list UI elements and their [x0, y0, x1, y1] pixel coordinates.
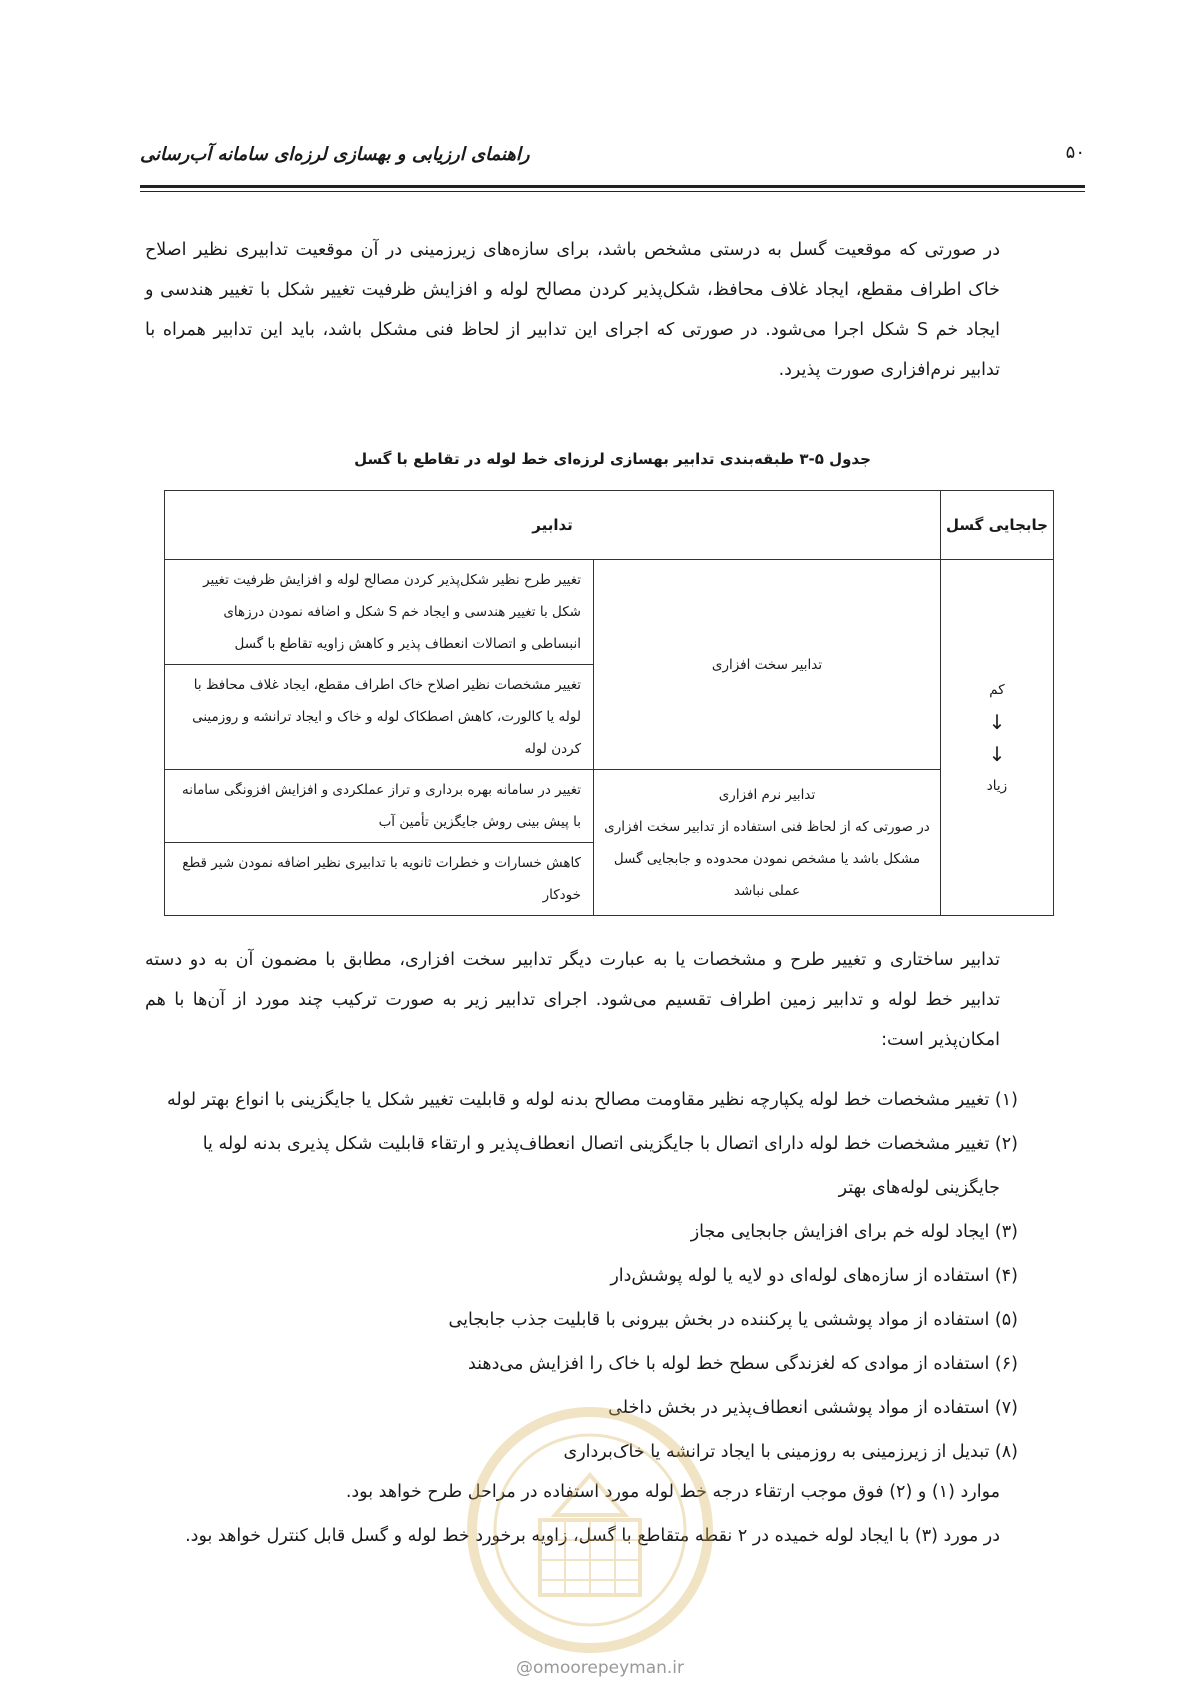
measure-secondary-damage: کاهش خسارات و خطرات ثانویه با تدابیری نظیر اضافه نمودن شیر قطع خودکار	[165, 843, 594, 916]
arrow-down-icon: ↓	[988, 741, 1006, 766]
page-number: ۵۰	[1065, 142, 1085, 163]
header-displacement: جابجایی گسل	[941, 491, 1054, 560]
closing-note: موارد (۱) و (۲) فوق موجب ارتقاء درجه خط لوله مورد استفاده در مراحل طرح خواهد بود.	[345, 1482, 1000, 1502]
header-measures: تدابیر	[165, 491, 941, 560]
header-rule-thick	[140, 185, 1085, 188]
list-item: (۱) تغییر مشخصات خط لوله یکپارچه نظیر مقاومت مصالح بدنه لوله و قابلیت تغییر شکل یا جایگزینی با انواع بهتر لوله	[167, 1090, 1018, 1110]
watermark-seal-icon	[455, 1400, 725, 1660]
measure-operation-change: تغییر در سامانه بهره برداری و تراز عملکردی و افزایش افزونگی سامانه با پیش بینی روش جایگزین تأمین آب	[165, 770, 594, 843]
hardware-category: تدابیر سخت افزاری	[594, 560, 941, 770]
page-header	[140, 140, 1085, 180]
list-item: (۶) استفاده از موادی که لغزندگی سطح خط لوله با خاک را افزایش می‌دهند	[467, 1354, 1018, 1374]
software-category	[594, 770, 941, 916]
software-note: در صورتی که از لحاظ فنی استفاده از تدابیر سخت افزاری مشکل باشد یا مشخص نمودن محدوده و جابجایی گسل عملی نباشد	[604, 818, 930, 899]
measure-design-change: تغییر طرح نظیر شکل‌پذیر کردن مصالح لوله و افزایش ظرفیت تغییر شکل با تغییر هندسی و ایجاد خم S شکل و اضافه نمودن درزهای انبساطی و اتصالات انعطاف پذیر و کاهش زاویه تقاطع با گسل	[165, 560, 594, 665]
software-label: تدابیر نرم افزاری	[718, 786, 816, 803]
running-title: راهنمای ارزیابی و بهسازی لرزه‌ای سامانه آب‌رسانی	[140, 144, 530, 165]
intro-paragraph: در صورتی که موقعیت گسل به درستی مشخص باشد، برای سازه‌های زیرزمینی در آن موقعیت تدابیری نظیر اصلاح خاک اطراف مقطع، ایجاد غلاف محافظ، شکل‌پذیر کردن مصالح لوله و افزایش ظرفیت تغییر شکل با تغییر هندسی و ایجاد خم S شکل اجرا می‌شود. در صورتی که اجرای این تدابیر از لحاظ فنی مشکل باشد، باید این تدابیر همراه با تدابیر نرم‌افزاری صورت پذیرد.	[145, 240, 1000, 380]
list-item: (۵) استفاده از مواد پوششی یا پرکننده در بخش بیرونی با قابلیت جذب جابجایی	[448, 1310, 1018, 1330]
table-caption: جدول ۵-۳ طبقه‌بندی تدابیر بهسازی لرزه‌ای خط لوله در تقاطع با گسل	[354, 450, 871, 468]
displacement-scale	[941, 560, 1054, 916]
list-item: (۲) تغییر مشخصات خط لوله دارای اتصال با جایگزینی اتصال انعطاف‌پذیر و ارتقاء قابلیت شکل پذیری بدنه لوله یا	[202, 1134, 1018, 1154]
measure-spec-change: تغییر مشخصات نظیر اصلاح خاک اطراف مقطع، ایجاد غلاف محافظ با لوله یا کالورت، کاهش اصطکاک لوله و خاک و ایجاد ترانشه و روزمینی کردن لوله	[165, 665, 594, 770]
list-item: (۳) ایجاد لوله خم برای افزایش جابجایی مجاز	[690, 1222, 1018, 1242]
watermark-text: @omoorepeyman.ir	[515, 1658, 685, 1678]
list-item: (۴) استفاده از سازه‌های لوله‌ای دو لایه یا لوله پوشش‌دار	[610, 1266, 1018, 1286]
arrow-down-icon: ↓	[988, 709, 1006, 734]
list-item: (۷) استفاده از مواد پوششی انعطاف‌پذیر در بخش داخلی	[608, 1398, 1018, 1418]
list-item: (۸) تبدیل از زیرزمینی به روزمینی با ایجاد ترانشه یا خاک‌برداری	[563, 1442, 1018, 1462]
hardware-paragraph: تدابیر ساختاری و تغییر طرح و مشخصات یا به عبارت دیگر تدابیر سخت افزاری، مطابق با مضمون آن به دو دسته تدابیر خط لوله و تدابیر زمین اطراف تقسیم می‌شود. اجرای تدابیر زیر به صورت ترکیب چند مورد از آن‌ها با هم امکان‌پذیر است:	[145, 950, 1000, 1050]
displacement-high: زیاد	[986, 777, 1008, 794]
measures-table	[164, 490, 1054, 916]
header-rule-thin	[140, 191, 1085, 192]
closing-note: در مورد (۳) با ایجاد لوله خمیده در ۲ نقطه متقاطع با گسل، زاویه برخورد خط لوله و گسل قابل کنترل خواهد بود.	[185, 1526, 1000, 1546]
displacement-low: کم	[989, 681, 1005, 698]
list-item-continuation: جایگزینی لوله‌های بهتر	[838, 1178, 1000, 1198]
